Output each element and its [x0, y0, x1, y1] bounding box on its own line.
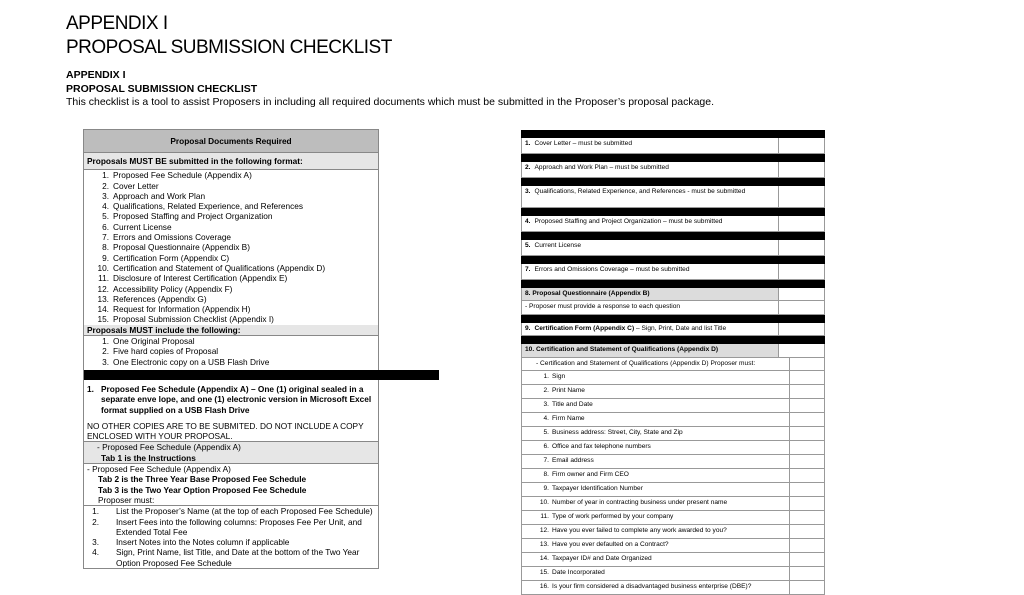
list-item — [84, 506, 378, 516]
checklist-row — [521, 138, 825, 154]
qualification-cell — [522, 483, 790, 496]
list-item-text: One Original Proposal — [113, 336, 195, 347]
checklist-text: Qualifications, Related Experience, and References - must be submitted — [534, 188, 746, 195]
list-item-number: 14. — [97, 304, 109, 315]
qualification-cell — [522, 399, 790, 412]
qualification-number: 16. — [539, 583, 549, 591]
documents-required-table — [83, 129, 379, 569]
qualification-item — [521, 497, 825, 511]
list-item-text: Insert Fees into the following columns: Proposes Fee Per Unit, and Extended Total Fee — [116, 516, 362, 537]
list-item — [84, 284, 378, 294]
qualification-check-cell — [790, 539, 825, 552]
qualification-item — [521, 413, 825, 427]
list-item-text: One Electronic copy on a USB Flash Drive — [113, 356, 270, 367]
checklist-check-cell — [779, 264, 824, 279]
list-item — [84, 273, 378, 283]
intro-checklist: PROPOSAL SUBMISSION CHECKLIST — [66, 82, 258, 95]
list-item — [84, 191, 378, 201]
qualification-check-cell — [790, 553, 825, 566]
qualifications-sub-row — [521, 358, 825, 371]
slide-title — [66, 12, 392, 60]
c9-rest: – Sign, Print, Date and list Title — [634, 324, 727, 332]
list-item-number: 13. — [97, 293, 109, 304]
qualification-item — [521, 469, 825, 483]
list-item — [84, 336, 378, 346]
row-bar — [521, 336, 825, 344]
list-item-number: 11. — [98, 273, 109, 284]
no-copies-note: NO OTHER COPIES ARE TO BE SUBMITED. DO NOT INCLUDE A COPY ENCLOSED WITH YOUR PROPOSAL. — [87, 420, 364, 442]
checklist-check-cell — [779, 186, 824, 207]
checklist-end-cell — [824, 216, 825, 231]
qualification-check-cell — [790, 385, 825, 398]
questionnaire-row — [521, 288, 825, 301]
list-item-number: 7. — [102, 232, 109, 243]
list-item-number: 10. — [97, 262, 109, 273]
qualification-number: 8. — [543, 471, 549, 479]
list-item-text: Qualifications, Related Experience, and References — [113, 201, 304, 212]
divider-bar — [84, 370, 439, 380]
qualification-check-cell — [790, 511, 825, 524]
checklist-row — [521, 240, 825, 256]
fee-schedule-requirement — [84, 380, 378, 415]
qualification-item — [521, 371, 825, 385]
fee-text: Proposed Fee Schedule (Appendix A) – One (1) original sealed in a separate enve lope, and one (1) electronic version in Microsoft Excel format supplied on a USB Flash Drive — [101, 383, 372, 415]
checklist-check-cell — [779, 138, 824, 153]
qualification-text: Type of work performed by your company — [552, 513, 674, 521]
qualification-cell — [522, 413, 790, 426]
simple-items — [521, 138, 825, 280]
checklist-text: Proposed Staffing and Project Organization – must be submitted — [534, 218, 723, 225]
qualification-check-cell — [790, 469, 825, 482]
qualification-item — [521, 581, 825, 595]
checklist-cell — [522, 138, 779, 153]
checklist-check-cell — [779, 240, 824, 255]
list-item — [84, 304, 378, 314]
list-item-number: 1. — [102, 170, 109, 181]
checklist-cell — [522, 264, 779, 279]
list-item-number: 4. — [102, 201, 109, 212]
qualification-check-cell — [790, 525, 825, 538]
checklist-row — [521, 216, 825, 232]
qualification-check-cell — [790, 371, 825, 384]
qualification-cell — [522, 553, 790, 566]
list-item-number: 2. — [102, 346, 109, 357]
list-item-number: 4. — [92, 547, 99, 558]
qualification-number: 14. — [539, 555, 549, 563]
qualification-number: 13. — [539, 541, 549, 549]
list-item-text: Proposed Fee Schedule (Appendix A) — [113, 170, 252, 181]
qualification-text: Title and Date — [552, 401, 593, 409]
qualifications-list — [521, 371, 825, 595]
qualification-item — [521, 553, 825, 567]
qualification-text: Business address: Street, City, State and Zip — [552, 429, 683, 437]
list-item-text: Approach and Work Plan — [113, 190, 206, 201]
list-item-text: References (Appendix G) — [113, 293, 207, 304]
qualification-text: Have you ever defaulted on a Contract? — [552, 541, 669, 549]
checklist-text: Current License — [534, 242, 582, 249]
list-item-number: 5. — [102, 211, 109, 222]
list-item-number: 1. — [92, 506, 99, 517]
qualification-text: Firm Name — [552, 415, 585, 423]
checklist-number: 5. — [525, 242, 531, 249]
qualification-check-cell — [790, 567, 825, 580]
qualification-cell — [522, 567, 790, 580]
list-item — [84, 201, 378, 211]
checklist-row — [521, 186, 825, 208]
qualification-number: 10. — [539, 499, 549, 507]
list-item-text: Sign, Print Name, list Title, and Date at the bottom of the Two Year Option Proposed Fee Schedule — [116, 547, 360, 568]
list-item-number: 3. — [102, 356, 109, 367]
row-bar — [521, 315, 825, 323]
tab2-line: - Proposed Fee Schedule (Appendix A) — [87, 464, 231, 475]
qualification-text: Firm owner and Firm CEO — [552, 471, 629, 479]
qualification-text: Have you ever failed to complete any work awarded to you? — [552, 527, 727, 535]
qualification-cell — [522, 525, 790, 538]
format-heading: Proposals MUST BE submitted in the following format: — [84, 153, 378, 170]
fee-number: 1. — [87, 383, 94, 394]
slide-title-line1: APPENDIX I — [66, 13, 168, 34]
qualification-number: 7. — [543, 457, 549, 465]
qualification-item — [521, 539, 825, 553]
tab1-line: - Proposed Fee Schedule (Appendix A) — [97, 442, 241, 453]
list-item — [84, 547, 378, 568]
checklist-check-cell — [779, 216, 824, 231]
q8-title: 8. Proposal Questionnaire (Appendix B) — [522, 288, 779, 300]
checklist-cell — [522, 216, 779, 231]
qualification-text: Office and fax telephone numbers — [552, 443, 651, 451]
checklist-check-cell — [779, 162, 824, 177]
list-item-number: 6. — [102, 221, 109, 232]
qualification-cell — [522, 581, 790, 594]
row-bar — [521, 256, 825, 264]
qualification-item — [521, 399, 825, 413]
list-item-text: Certification and Statement of Qualifications (Appendix D) — [113, 262, 326, 273]
qualification-text: Is your firm considered a disadvantaged business enterprise (DBE)? — [552, 583, 752, 591]
list-item-text: Accessibility Policy (Appendix F) — [113, 283, 233, 294]
qualification-number: 12. — [539, 527, 549, 535]
checklist-cell — [522, 240, 779, 255]
list-item-number: 1. — [102, 336, 109, 347]
row-bar — [521, 208, 825, 216]
checklist-end-cell — [824, 240, 825, 255]
checklist-end-cell — [824, 138, 825, 153]
list-item-text: Proposed Staffing and Project Organization — [113, 211, 273, 222]
checklist-number: 7. — [525, 266, 531, 273]
submission-checklist-table — [521, 130, 825, 595]
qualification-item — [521, 455, 825, 469]
tab1-block — [84, 441, 378, 463]
list-item — [84, 181, 378, 191]
qualification-text: Print Name — [552, 387, 585, 395]
must-list — [84, 505, 378, 568]
list-item — [84, 537, 378, 547]
certification-row — [521, 323, 825, 336]
qualification-check-cell — [790, 441, 825, 454]
checklist-end-cell — [824, 264, 825, 279]
checklist-cell — [522, 162, 779, 177]
format-list — [84, 170, 378, 324]
qualification-cell — [522, 511, 790, 524]
qualification-text: Sign — [552, 373, 566, 381]
checklist-number: 3. — [525, 188, 531, 195]
list-item-number: 9. — [102, 252, 109, 263]
slide-title-line2: PROPOSAL SUBMISSION CHECKLIST — [66, 37, 392, 58]
tab2-block — [84, 463, 378, 505]
checklist-text: Approach and Work Plan – must be submitted — [534, 164, 669, 171]
qualification-number: 11. — [540, 513, 549, 521]
list-item — [84, 211, 378, 221]
qualification-item — [521, 441, 825, 455]
checklist-row — [521, 162, 825, 178]
qualification-text: Taxpayer ID# and Date Organized — [552, 555, 652, 563]
qualification-check-cell — [790, 427, 825, 440]
qualification-check-cell — [790, 581, 825, 594]
list-item — [84, 346, 378, 356]
list-item-number: 3. — [92, 537, 99, 548]
list-item-text: Five hard copies of Proposal — [113, 346, 219, 357]
list-item — [84, 294, 378, 304]
qualification-item — [521, 385, 825, 399]
list-item — [84, 222, 378, 232]
checklist-number: 1. — [525, 140, 531, 147]
qualification-text: Taxpayer Identification Number — [552, 485, 643, 493]
qualification-number: 4. — [543, 415, 549, 423]
include-list — [84, 336, 378, 367]
qualification-cell — [522, 441, 790, 454]
qualification-item — [521, 567, 825, 581]
list-item-text: Cover Letter — [113, 180, 159, 191]
include-heading: Proposals MUST include the following: — [84, 325, 378, 336]
list-item-number: 2. — [102, 180, 109, 191]
c10-title: 10. Certification and Statement of Qualifications (Appendix D) — [522, 344, 779, 356]
tab1-bold: Tab 1 is the Instructions — [101, 452, 196, 463]
checklist-text: Errors and Omissions Coverage – must be submitted — [534, 266, 690, 273]
list-item-number: 2. — [92, 516, 99, 527]
questionnaire-sub-row — [521, 301, 825, 314]
list-item-text: Request for Information (Appendix H) — [113, 304, 251, 315]
list-item-text: Proposal Submission Checklist (Appendix I) — [113, 314, 274, 325]
qualification-item — [521, 427, 825, 441]
list-item-number: 15. — [97, 314, 109, 325]
qualification-check-cell — [790, 413, 825, 426]
qualification-number: 3. — [543, 401, 549, 409]
qualification-text: Number of year in contracting business under present name — [552, 499, 728, 507]
row-bar — [521, 154, 825, 162]
qualification-number: 1. — [543, 373, 549, 381]
row-bar — [521, 130, 825, 138]
table-header: Proposal Documents Required — [84, 130, 378, 153]
checklist-number: 2. — [525, 164, 531, 171]
list-item — [84, 263, 378, 273]
checklist-end-cell — [824, 186, 825, 207]
qualification-cell — [522, 539, 790, 552]
qualification-text: Date Incorporated — [552, 569, 605, 577]
list-item — [84, 314, 378, 324]
list-item — [84, 517, 378, 538]
list-item-number: 12. — [97, 283, 109, 294]
list-item-text: Proposal Questionnaire (Appendix B) — [113, 242, 250, 253]
qualification-cell — [522, 497, 790, 510]
list-item — [84, 170, 378, 180]
qualification-cell — [522, 371, 790, 384]
qualification-item — [521, 483, 825, 497]
qualification-check-cell — [790, 399, 825, 412]
list-item-text: Disclosure of Interest Certification (Appendix E) — [113, 273, 288, 284]
qualification-check-cell — [790, 483, 825, 496]
qualification-check-cell — [790, 497, 825, 510]
list-item-text: Insert Notes into the Notes column if applicable — [116, 537, 290, 548]
qualification-item — [521, 525, 825, 539]
qualification-number: 9. — [543, 485, 549, 493]
intro — [66, 69, 714, 110]
tab2-must: Proposer must: — [98, 494, 155, 505]
qualification-cell — [522, 469, 790, 482]
list-item-number: 8. — [102, 242, 109, 253]
list-item — [84, 232, 378, 242]
list-item-text: Certification Form (Appendix C) — [113, 252, 230, 263]
qualification-number: 5. — [543, 429, 549, 437]
qualification-cell — [522, 427, 790, 440]
qualification-check-cell — [790, 455, 825, 468]
qualification-item — [521, 511, 825, 525]
qualification-cell — [522, 385, 790, 398]
checklist-text: Cover Letter – must be submitted — [534, 140, 632, 147]
checklist-end-cell — [824, 162, 825, 177]
c10-sub: - Certification and Statement of Qualifications (Appendix D) Proposer must: — [522, 358, 790, 370]
row-bar — [521, 232, 825, 240]
intro-appendix: APPENDIX I — [66, 69, 126, 81]
qualification-number: 2. — [543, 387, 549, 395]
list-item — [84, 357, 378, 367]
checklist-cell — [522, 186, 779, 207]
list-item — [84, 253, 378, 263]
intro-description: This checklist is a tool to assist Proposers in including all required documents which must be submitted in the Proposer’s proposal package. — [66, 96, 715, 108]
qualifications-row — [521, 344, 825, 357]
qualification-number: 6. — [543, 443, 549, 451]
q8-sub: - Proposer must provide a response to each question — [522, 301, 779, 313]
checklist-number: 4. — [525, 218, 531, 225]
tab2-bold1: Tab 2 is the Three Year Base Proposed Fee Schedule — [98, 474, 307, 485]
checklist-row — [521, 264, 825, 280]
c9-number: 9. — [525, 324, 531, 332]
list-item-number: 3. — [102, 190, 109, 201]
row-bar — [521, 280, 825, 288]
list-item-text: Errors and Omissions Coverage — [113, 232, 232, 243]
list-item — [84, 242, 378, 252]
tab2-bold2: Tab 3 is the Two Year Option Proposed Fee Schedule — [98, 484, 307, 495]
qualification-text: Email address — [552, 457, 594, 465]
row-bar — [521, 178, 825, 186]
list-item-text: List the Proposer’s Name (at the top of each Proposed Fee Schedule) — [116, 506, 373, 517]
qualification-number: 15. — [539, 569, 549, 577]
list-item-text: Current License — [113, 221, 172, 232]
c9-bold: Certification Form (Appendix C) — [534, 324, 635, 332]
qualification-cell — [522, 455, 790, 468]
